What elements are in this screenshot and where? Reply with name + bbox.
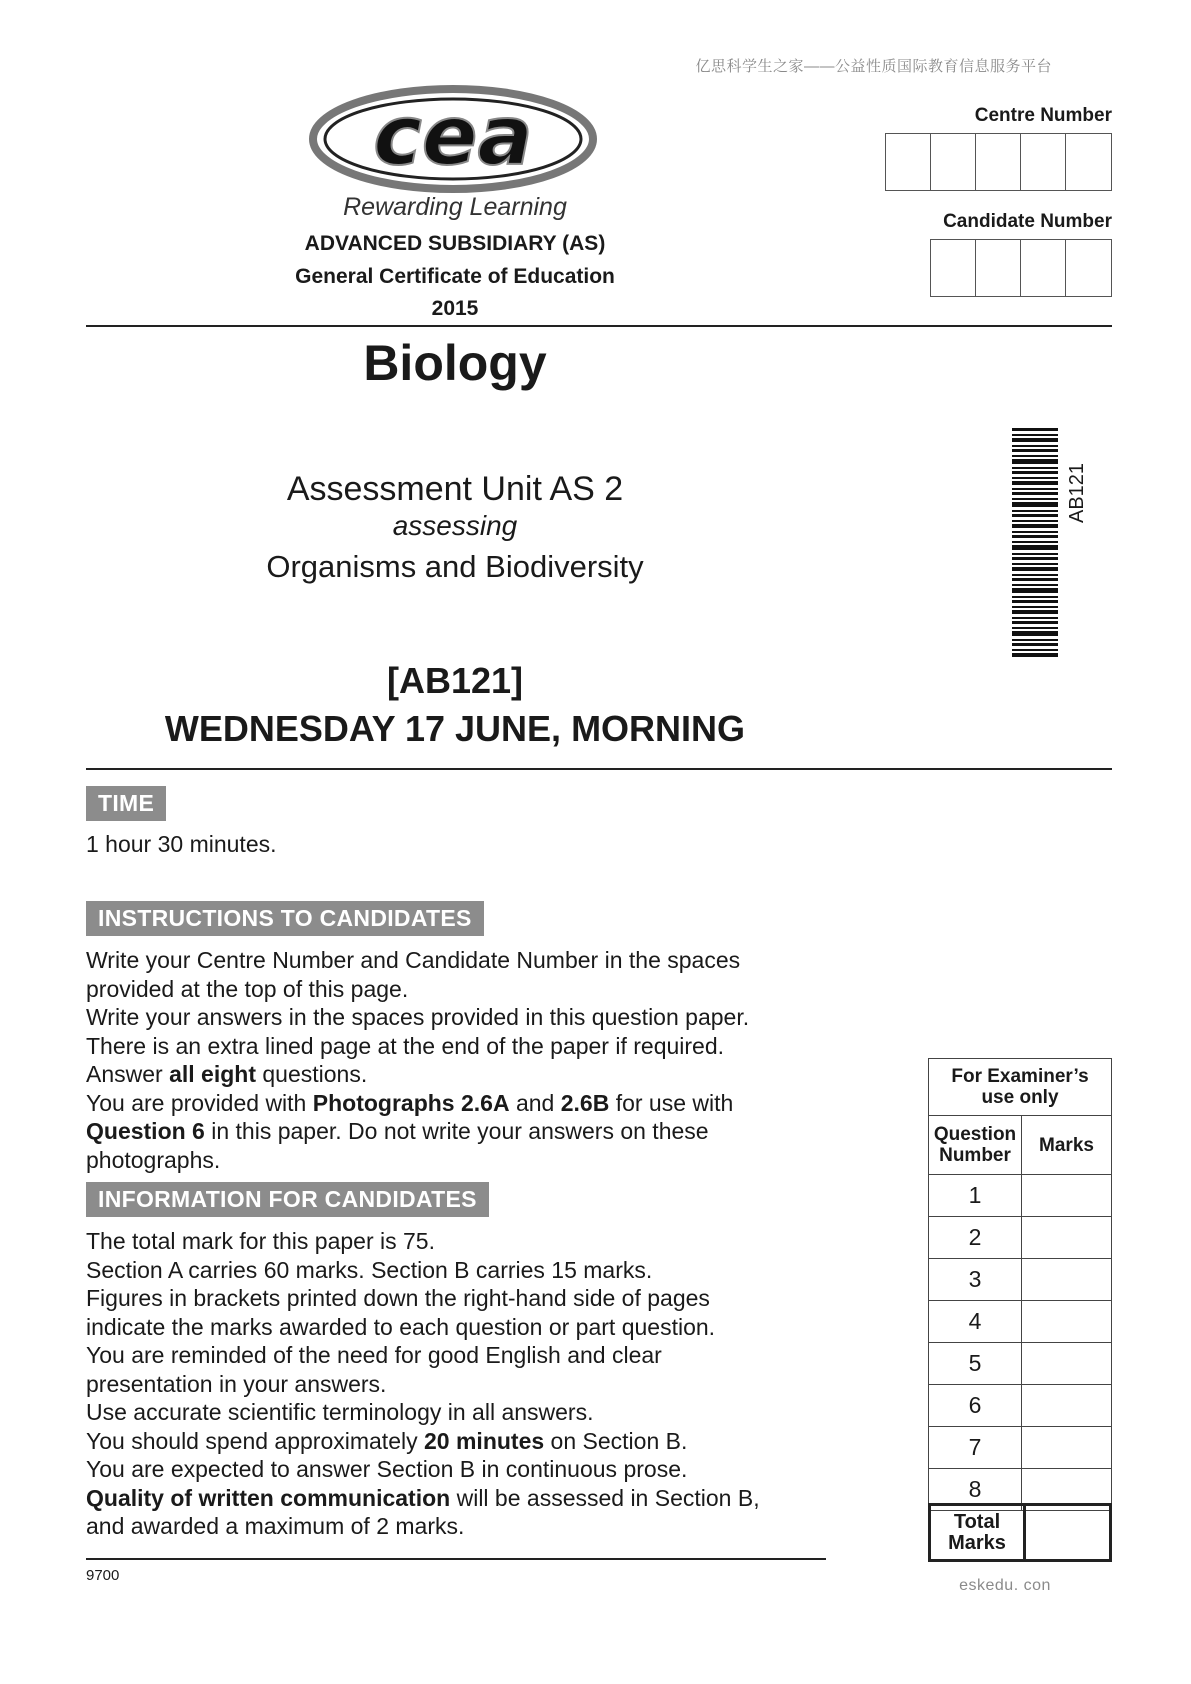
instruction-line: Write your Centre Number and Candidate Number in the spaces (86, 947, 741, 973)
question-number: 6 (929, 1385, 1022, 1427)
assessing-label: assessing (392, 510, 518, 541)
information-line: Section A carries 60 marks. Section B carries 15 marks. (86, 1256, 653, 1283)
assessment-unit: Assessment Unit AS 2 (286, 470, 624, 508)
information-line: You are expected to answer Section B in continuous prose. (86, 1456, 688, 1482)
time-heading: TIME (86, 786, 166, 821)
information-line: presentation in your answers. (86, 1370, 387, 1397)
centre-digit-box[interactable] (1066, 134, 1111, 190)
information-line: and awarded a maximum of 2 marks. (86, 1513, 465, 1539)
barcode (1012, 428, 1058, 660)
centre-digit-box[interactable] (1021, 134, 1066, 190)
examiner-table-heading: For Examiner’s use only (929, 1059, 1112, 1116)
total-marks-label: Total Marks (931, 1506, 1026, 1559)
information-heading: INFORMATION FOR CANDIDATES (86, 1182, 489, 1217)
information-line: Quality of written communication will be assessed in Section B, (86, 1484, 760, 1511)
qualification-level: ADVANCED SUBSIDIARY (AS) (304, 232, 606, 255)
marks-cell[interactable] (1022, 1301, 1112, 1343)
barcode-label: AB121 (1066, 462, 1088, 523)
logo-tagline: Rewarding Learning (343, 193, 567, 221)
centre-digit-box[interactable] (886, 134, 931, 190)
candidate-number-label: Candidate Number (943, 211, 1112, 232)
total-marks-cell[interactable] (1026, 1506, 1109, 1559)
instruction-line: Answer all eight questions. (86, 1061, 368, 1087)
information-line: You should spend approximately 20 minutes on Section B. (86, 1427, 688, 1454)
watermark-top: 亿思科学生之家——公益性质国际教育信息服务平台 (695, 58, 1052, 75)
footer-divider (86, 1558, 826, 1560)
unit-topic: Organisms and Biodiversity (266, 549, 644, 584)
information-line: The total mark for this paper is 75. (86, 1228, 435, 1254)
instruction-line: photographs. (86, 1146, 221, 1173)
total-marks-box (928, 1503, 1112, 1562)
candidate-digit-box[interactable] (976, 240, 1021, 296)
question-number: 5 (929, 1343, 1022, 1385)
information-line: indicate the marks awarded to each question or part question. (86, 1313, 716, 1340)
examiner-table (928, 1058, 1112, 1511)
marks-cell[interactable] (1022, 1175, 1112, 1217)
instruction-line: provided at the top of this page. (86, 975, 409, 1002)
marks-header: Marks (1022, 1116, 1112, 1175)
instruction-line: There is an extra lined page at the end of the paper if required. (86, 1032, 725, 1059)
watermark-bottom: eskedu. con (959, 1577, 1051, 1594)
question-number: 2 (929, 1217, 1022, 1259)
time-value: 1 hour 30 minutes. (86, 831, 277, 857)
marks-cell[interactable] (1022, 1427, 1112, 1469)
footer-code: 9700 (86, 1567, 120, 1584)
centre-number-field[interactable] (885, 133, 1112, 191)
paper-code: [AB121] (386, 660, 524, 701)
question-number: 7 (929, 1427, 1022, 1469)
question-number: 3 (929, 1259, 1022, 1301)
centre-digit-box[interactable] (931, 134, 976, 190)
subject-title: Biology (363, 335, 547, 391)
candidate-digit-box[interactable] (1021, 240, 1066, 296)
question-number: 1 (929, 1175, 1022, 1217)
centre-digit-box[interactable] (976, 134, 1021, 190)
instruction-line: You are provided with Photographs 2.6A and 2.6B for use with (86, 1089, 734, 1116)
instructions-heading: INSTRUCTIONS TO CANDIDATES (86, 901, 484, 936)
question-number: 4 (929, 1301, 1022, 1343)
instructions-body (86, 946, 806, 1174)
information-line: You are reminded of the need for good English and clear (86, 1342, 662, 1368)
instruction-line: Question 6 in this paper. Do not write your answers on these (86, 1118, 709, 1144)
centre-number-label: Centre Number (974, 105, 1112, 126)
exam-year: 2015 (431, 297, 479, 320)
information-line: Figures in brackets printed down the right-hand side of pages (86, 1285, 710, 1311)
candidate-digit-box[interactable] (931, 240, 976, 296)
marks-cell[interactable] (1022, 1343, 1112, 1385)
information-line: Use accurate scientific terminology in all answers. (86, 1399, 594, 1425)
cea-logo (308, 84, 598, 194)
information-body (86, 1227, 806, 1541)
candidate-digit-box[interactable] (1066, 240, 1111, 296)
question-number: 8 (929, 1469, 1022, 1511)
marks-cell[interactable] (1022, 1217, 1112, 1259)
question-number-header: Question Number (929, 1116, 1022, 1175)
title-divider (86, 768, 1112, 770)
qualification-name: General Certificate of Education (295, 265, 615, 288)
marks-cell[interactable] (1022, 1385, 1112, 1427)
marks-cell[interactable] (1022, 1259, 1112, 1301)
instruction-line: Write your answers in the spaces provided in this question paper. (86, 1004, 750, 1030)
logo-wordmark: cea (373, 89, 533, 184)
exam-date: WEDNESDAY 17 JUNE, MORNING (164, 708, 746, 749)
candidate-number-field[interactable] (930, 239, 1112, 297)
header-divider (86, 325, 1112, 327)
